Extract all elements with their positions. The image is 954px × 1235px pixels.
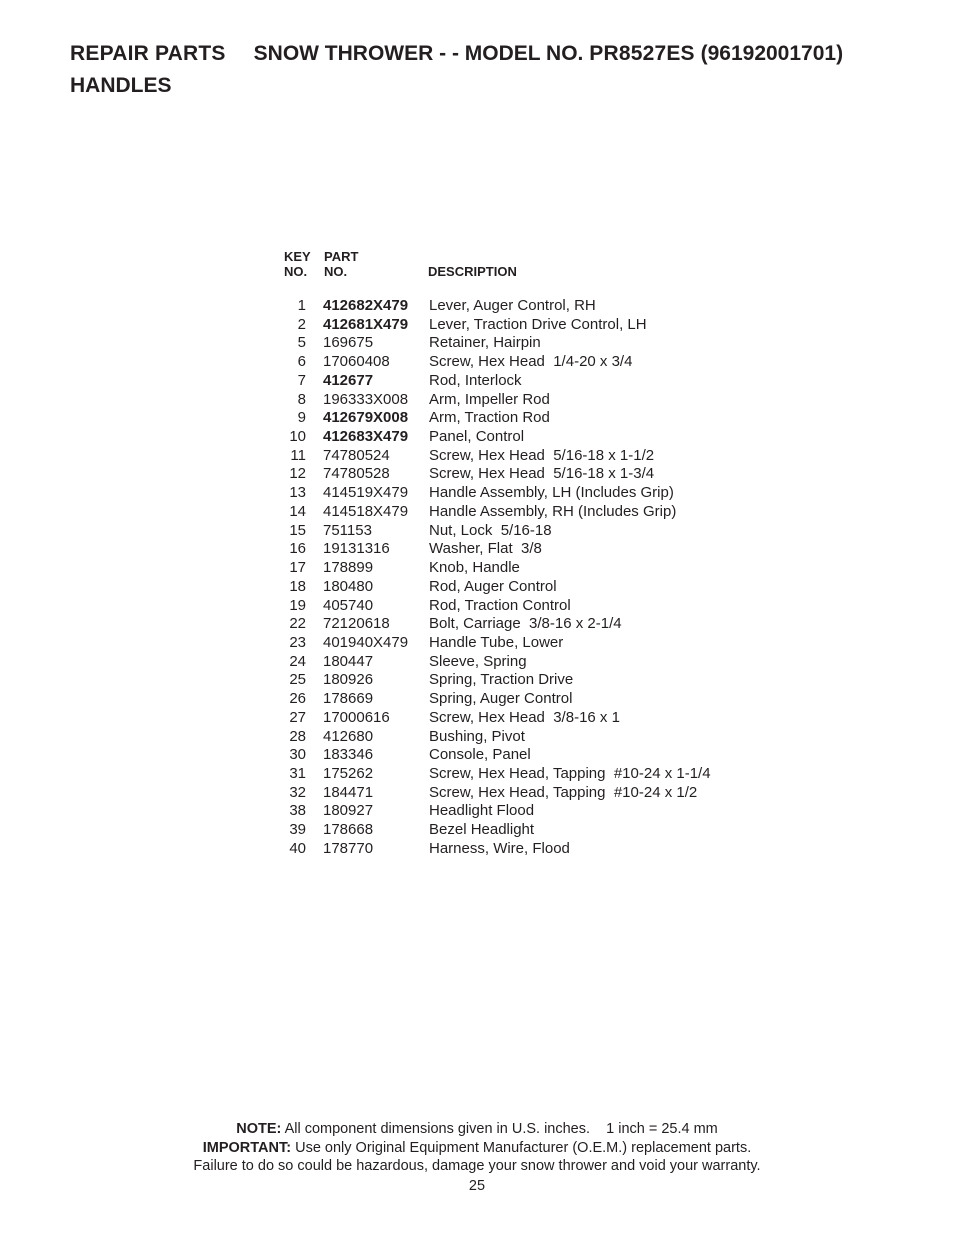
key-number: 25 xyxy=(289,671,306,689)
part-description: Arm, Traction Rod xyxy=(429,409,550,427)
table-row xyxy=(284,391,711,410)
key-number: 7 xyxy=(297,371,306,389)
key-number: 23 xyxy=(289,633,306,651)
part-number: 414519X479 xyxy=(323,484,409,502)
description-header: DESCRIPTION xyxy=(428,264,517,279)
page-title xyxy=(70,38,930,70)
table-row xyxy=(284,297,711,316)
part-description: Rod, Auger Control xyxy=(429,577,557,595)
part-description: Screw, Hex Head 3/8-16 x 1 xyxy=(429,708,620,726)
table-row xyxy=(284,690,711,709)
part-number: 178669 xyxy=(323,690,374,708)
table-row xyxy=(284,671,711,690)
table-row xyxy=(284,840,711,859)
key-number: 12 xyxy=(289,465,306,483)
part-number: 412683X479 xyxy=(323,428,409,446)
key-number: 32 xyxy=(289,783,306,801)
key-number: 9 xyxy=(297,409,306,427)
key-number: 2 xyxy=(297,315,306,333)
part-description: Knob, Handle xyxy=(429,559,520,577)
parts-list xyxy=(284,249,711,859)
parts-list-header xyxy=(284,249,711,279)
key-number: 14 xyxy=(289,502,306,520)
key-number: 5 xyxy=(297,334,306,352)
key-no-header xyxy=(284,249,324,279)
part-description: Lever, Auger Control, RH xyxy=(429,297,596,314)
part-description: Retainer, Hairpin xyxy=(429,334,541,352)
table-row xyxy=(284,802,711,821)
table-row xyxy=(284,615,711,634)
part-description: Sleeve, Spring xyxy=(429,652,527,670)
part-number: 17000616 xyxy=(323,708,390,726)
table-row xyxy=(284,709,711,728)
table-row xyxy=(284,765,711,784)
part-description: Screw, Hex Head, Tapping #10-24 x 1/2 xyxy=(429,783,698,801)
section-title: HANDLES xyxy=(70,74,172,97)
table-row xyxy=(284,746,711,765)
table-row xyxy=(284,634,711,653)
key-number: 26 xyxy=(289,690,306,708)
part-description: Bezel Headlight xyxy=(429,821,535,839)
note-label: NOTE: xyxy=(236,1121,282,1137)
product-prefix: SNOW THROWER - - MODEL NO. xyxy=(253,42,584,65)
key-number: 19 xyxy=(289,596,306,614)
part-number: 180926 xyxy=(323,671,374,689)
part-description: Lever, Traction Drive Control, LH xyxy=(429,315,647,333)
key-number: 27 xyxy=(289,708,306,726)
part-number: 17060408 xyxy=(323,353,390,371)
part-description: Spring, Auger Control xyxy=(429,690,573,708)
part-description: Screw, Hex Head 5/16-18 x 1-1/2 xyxy=(429,446,655,464)
part-description: Washer, Flat 3/8 xyxy=(429,540,542,558)
page-header xyxy=(70,38,930,102)
part-description: Panel, Control xyxy=(429,428,525,446)
table-row xyxy=(284,559,711,578)
part-number: 412681X479 xyxy=(323,315,409,333)
part-number: 169675 xyxy=(323,334,374,352)
key-header-line1: KEY xyxy=(284,249,311,264)
table-row xyxy=(284,428,711,447)
table-row xyxy=(284,484,711,503)
key-number: 8 xyxy=(297,390,306,408)
footer-notes xyxy=(0,1120,954,1176)
table-row xyxy=(284,353,711,372)
part-number: 405740 xyxy=(323,596,374,614)
key-header-line2: NO. xyxy=(284,264,308,279)
key-number: 22 xyxy=(289,615,306,633)
page-number: 25 xyxy=(468,1178,486,1194)
table-row xyxy=(284,784,711,803)
key-number: 24 xyxy=(289,652,306,670)
important-label: IMPORTANT: xyxy=(202,1139,292,1156)
parts-rows xyxy=(284,297,711,859)
part-number: 180447 xyxy=(323,652,374,670)
table-row xyxy=(284,447,711,466)
part-number: 412677 xyxy=(323,371,374,389)
key-number: 17 xyxy=(289,559,306,577)
part-description: Screw, Hex Head 1/4-20 x 3/4 xyxy=(429,353,633,371)
part-number: 180480 xyxy=(323,577,374,595)
note-text: All component dimensions given in U.S. inches. 1 inch = 25.4 mm xyxy=(284,1121,718,1137)
table-row xyxy=(284,372,711,391)
key-number: 39 xyxy=(289,821,306,839)
important-text: Use only Original Equipment Manufacturer (O.E.M.) replacement parts. xyxy=(295,1139,752,1156)
table-row xyxy=(284,409,711,428)
part-description: Screw, Hex Head, Tapping #10-24 x 1-1/4 xyxy=(429,764,711,782)
key-number: 28 xyxy=(289,727,306,745)
part-number: 412682X479 xyxy=(323,297,409,314)
note-line xyxy=(0,1120,954,1139)
part-number: 184471 xyxy=(323,783,374,801)
part-number: 74780524 xyxy=(323,446,390,464)
part-description: Spring, Traction Drive xyxy=(429,671,574,689)
part-description: Bolt, Carriage 3/8-16 x 2-1/4 xyxy=(429,615,622,633)
model-number: PR8527ES xyxy=(589,42,695,65)
model-code: (96192001701) xyxy=(700,42,844,65)
key-number: 16 xyxy=(289,540,306,558)
table-row xyxy=(284,522,711,541)
key-number: 13 xyxy=(289,484,306,502)
repair-parts-label: REPAIR PARTS xyxy=(70,42,226,65)
part-description: Headlight Flood xyxy=(429,802,535,820)
part-number: 178770 xyxy=(323,839,374,857)
part-no-header xyxy=(324,249,428,279)
part-description: Handle Assembly, RH (Includes Grip) xyxy=(429,502,677,520)
key-number: 1 xyxy=(297,297,306,314)
part-number: 175262 xyxy=(323,764,374,782)
part-description: Nut, Lock 5/16-18 xyxy=(429,521,552,539)
part-number: 751153 xyxy=(323,521,372,539)
key-number: 10 xyxy=(289,428,306,446)
part-description: Rod, Traction Control xyxy=(429,596,571,614)
part-number: 19131316 xyxy=(323,540,390,558)
table-row xyxy=(284,597,711,616)
part-description: Harness, Wire, Flood xyxy=(429,839,570,857)
key-number: 18 xyxy=(289,577,306,595)
part-number: 72120618 xyxy=(323,615,390,633)
part-description: Screw, Hex Head 5/16-18 x 1-3/4 xyxy=(429,465,655,483)
part-header-line2: NO. xyxy=(324,264,348,279)
key-number: 11 xyxy=(290,446,306,464)
table-row xyxy=(284,653,711,672)
part-description: Handle Assembly, LH (Includes Grip) xyxy=(429,484,674,502)
key-number: 38 xyxy=(289,802,306,820)
important-line xyxy=(0,1139,954,1158)
part-description: Handle Tube, Lower xyxy=(429,633,564,651)
table-row xyxy=(284,728,711,747)
part-number: 412680 xyxy=(323,727,374,745)
part-description: Bushing, Pivot xyxy=(429,727,525,745)
part-description: Console, Panel xyxy=(429,746,531,764)
table-row xyxy=(284,334,711,353)
table-row xyxy=(284,821,711,840)
part-number: 412679X008 xyxy=(323,409,409,427)
key-number: 40 xyxy=(289,839,306,857)
table-row xyxy=(284,540,711,559)
part-number: 178668 xyxy=(323,821,374,839)
key-number: 30 xyxy=(289,746,306,764)
part-number: 183346 xyxy=(323,746,374,764)
part-number: 178899 xyxy=(323,559,374,577)
part-number: 196333X008 xyxy=(323,390,409,408)
table-row xyxy=(284,503,711,522)
part-number: 180927 xyxy=(323,802,374,820)
part-number: 74780528 xyxy=(323,465,390,483)
part-number: 401940X479 xyxy=(323,633,409,651)
key-number: 15 xyxy=(289,521,306,539)
part-header-line1: PART xyxy=(324,249,359,264)
warning-line: Failure to do so could be hazardous, damage your snow thrower and void your warranty. xyxy=(193,1158,761,1174)
part-description: Rod, Interlock xyxy=(429,371,522,389)
part-description: Arm, Impeller Rod xyxy=(429,390,550,408)
table-row xyxy=(284,316,711,335)
table-row xyxy=(284,465,711,484)
table-row xyxy=(284,578,711,597)
part-number: 414518X479 xyxy=(323,502,409,520)
key-number: 6 xyxy=(297,353,306,371)
key-number: 31 xyxy=(289,764,306,782)
